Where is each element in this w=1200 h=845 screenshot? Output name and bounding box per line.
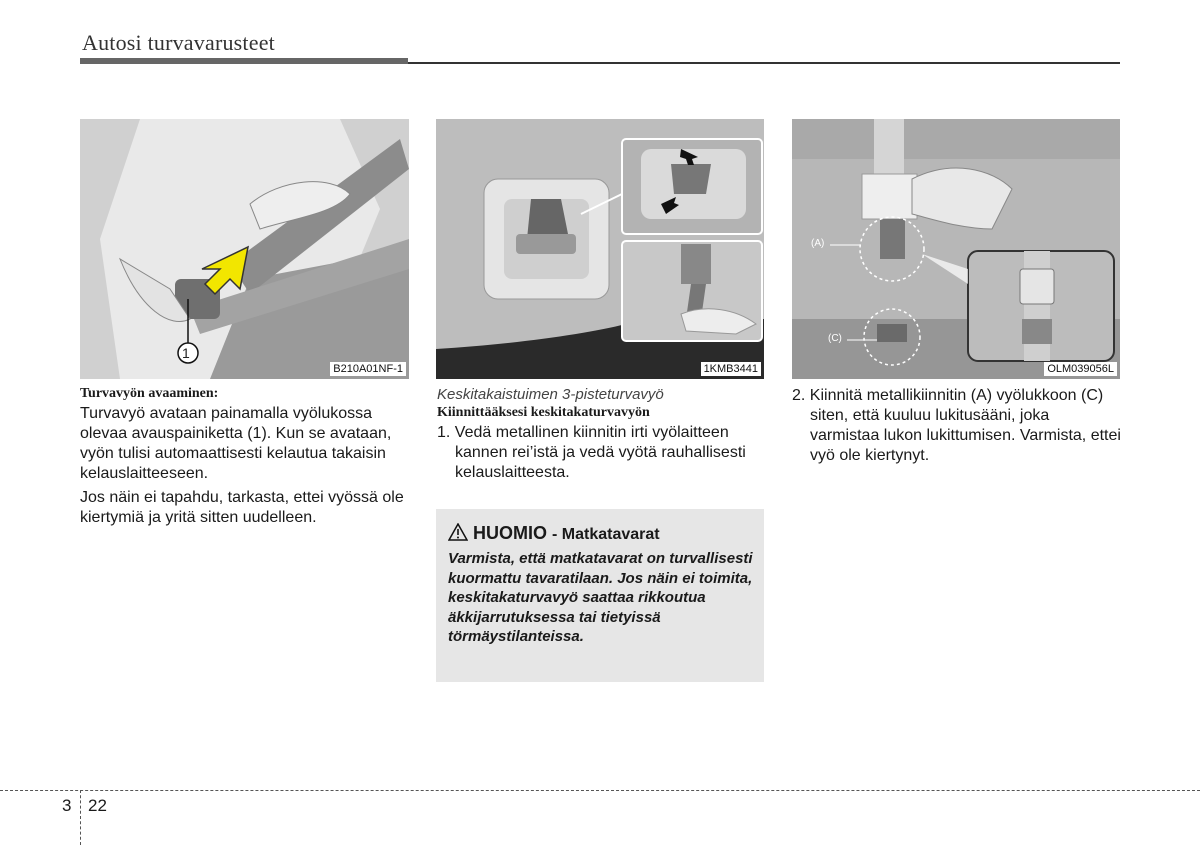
page-header-title: Autosi turvavarusteet [82, 30, 275, 55]
footer-vertical-divider [80, 790, 81, 845]
figure-code-label: B210A01NF-1 [330, 362, 406, 376]
footer-divider [0, 790, 1200, 791]
warning-sublabel: - Matkatavarat [552, 526, 660, 543]
callout-c: (C) [828, 333, 842, 344]
figure-code-label: OLM039056L [1044, 362, 1117, 376]
column-3 [792, 386, 1122, 466]
unbuckle-illustration [80, 119, 409, 379]
figure-latch-photo [792, 119, 1120, 379]
figure-code-label: 1KMB3441 [701, 362, 761, 376]
figure-center-belt-photo [436, 119, 764, 379]
page-section-number: 3 [62, 796, 72, 815]
list-item: 2. Kiinnitä metallikiinnitin (A) vyölukkoon (C) siten, että kuuluu lukitusääni, joka varmistaa lukon lukittumisen. Varmista, ettei vyö ole kiertynyt. [792, 387, 1121, 464]
section-heading: Turvavyön avaaminen: [80, 386, 219, 401]
callout-1: 1 [182, 345, 190, 361]
section-heading: Kiinnittääksesi keskitakaturvavyön [437, 405, 650, 420]
warning-triangle-icon [448, 523, 468, 541]
figure-unbuckle-photo [80, 119, 409, 379]
paragraph: Turvavyö avataan painamalla vyölukossa olevaa avauspainiketta (1). Kun se avataan, vyön tulisi automaattisesti kelautua takaisin kelauslaitteeseen. [80, 405, 392, 482]
callout-a: (A) [811, 238, 825, 249]
warning-body: Varmista, että matkatavarat on turvallisesti kuormattu tavaratilaan. Jos näin ei toimita, keskitakaturvavyö saattaa rikkoutua äkkijarrutuksessa tai tietyissä törmäystilanteissa. [448, 550, 753, 645]
paragraph: Jos näin ei tapahdu, tarkasta, ettei vyössä ole kiertymiä ja yritä sitten uudelleen. [80, 489, 404, 526]
page-number: 22 [88, 796, 107, 815]
italic-heading: Keskitakaistuimen 3-pisteturvavyö [437, 386, 664, 403]
column-1 [80, 386, 410, 532]
header-rule-thin [408, 62, 1120, 64]
warning-label: HUOMIO [473, 523, 548, 543]
list-item: 1. Vedä metallinen kiinnitin irti vyölaitteen kannen rei’istä ja vedä vyötä rauhallisesti kelauslaitteesta. [437, 424, 746, 481]
header-rule-thick [80, 58, 408, 64]
column-2 [437, 386, 765, 483]
center-belt-illustration [436, 119, 764, 379]
warning-title [448, 523, 660, 544]
warning-box [436, 509, 764, 682]
